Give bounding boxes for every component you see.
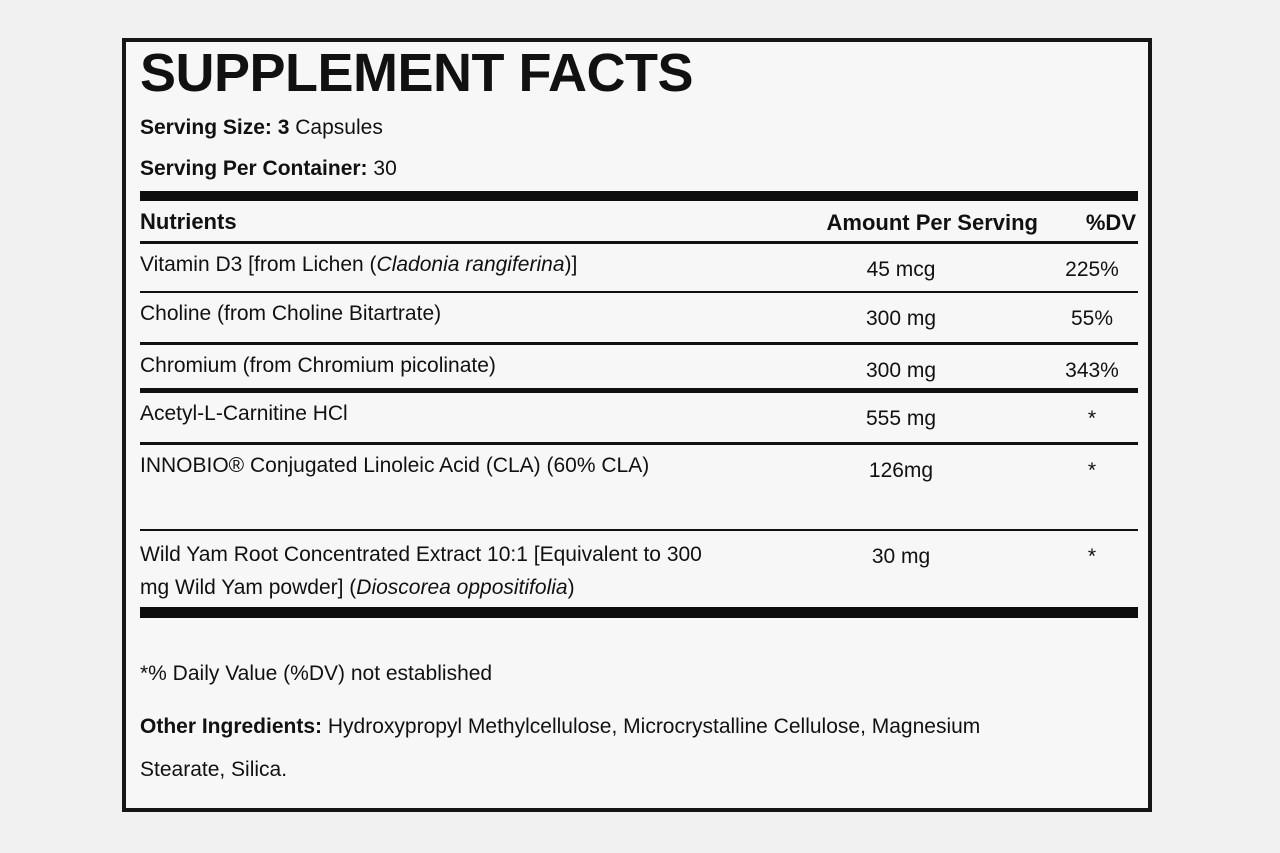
nutrient-name: Acetyl-L-Carnitine HCl <box>140 402 348 425</box>
table-header-row <box>140 201 1138 244</box>
nutrient-name: Chromium (from Chromium picolinate) <box>140 354 496 377</box>
daily-value: * <box>1087 545 1097 568</box>
nutrient-name: Vitamin D3 [from Lichen (Cladonia rangiferina)] <box>140 253 578 276</box>
bottom-thick-divider <box>140 607 1138 618</box>
amount-per-serving: 300 mg <box>865 307 937 330</box>
top-thick-divider <box>140 191 1138 201</box>
daily-value: * <box>1087 407 1097 430</box>
serving-size-line <box>140 116 1138 140</box>
serving-size-count: 3 <box>277 116 290 139</box>
header-amount-per-serving: Amount Per Serving <box>826 210 1038 235</box>
row-acetyl-l-carnitine <box>140 393 1138 445</box>
daily-value: 225% <box>1065 258 1119 281</box>
servings-per-container-label: Serving Per Container: <box>140 157 368 180</box>
amount-per-serving: 30 mg <box>871 545 931 568</box>
amount-per-serving: 126mg <box>868 459 934 482</box>
header-percent-dv: %DV <box>1085 210 1136 235</box>
daily-value: 55% <box>1070 307 1114 330</box>
row-wild-yam-root <box>140 531 1138 607</box>
serving-size-label: Serving Size: <box>140 116 272 139</box>
daily-value: * <box>1087 459 1097 482</box>
row-vitamin-d3 <box>140 244 1138 293</box>
amount-per-serving: 300 mg <box>865 359 937 382</box>
amount-per-serving: 555 mg <box>865 407 937 430</box>
serving-size-unit: Capsules <box>295 116 383 139</box>
row-choline <box>140 293 1138 345</box>
other-ingredients-label: Other Ingredients: <box>140 715 323 738</box>
header-nutrients: Nutrients <box>140 209 237 234</box>
servings-per-container-line <box>140 157 1138 181</box>
amount-per-serving: 45 mcg <box>866 258 936 281</box>
other-ingredients <box>140 705 1050 791</box>
servings-per-container-value: 30 <box>373 157 397 180</box>
row-innobio-cla <box>140 445 1138 531</box>
daily-value: 343% <box>1065 359 1119 382</box>
row-chromium <box>140 345 1138 393</box>
nutrient-name: Choline (from Choline Bitartrate) <box>140 302 442 325</box>
nutrient-name: Wild Yam Root Concentrated Extract 10:1 [Equivalent to 300 mg Wild Yam powder] (Dioscorea oppositifolia) <box>140 543 702 599</box>
page-title: SUPPLEMENT FACTS <box>140 43 694 103</box>
supplement-facts-panel <box>122 38 1152 812</box>
daily-value-footnote: *% Daily Value (%DV) not established <box>140 662 493 685</box>
nutrient-name: INNOBIO® Conjugated Linoleic Acid (CLA) (60% CLA) <box>140 454 650 477</box>
other-ingredients-text: Hydroxypropyl Methylcellulose, Microcrystalline Cellulose, Magnesium Stearate, Silica. <box>140 715 981 781</box>
